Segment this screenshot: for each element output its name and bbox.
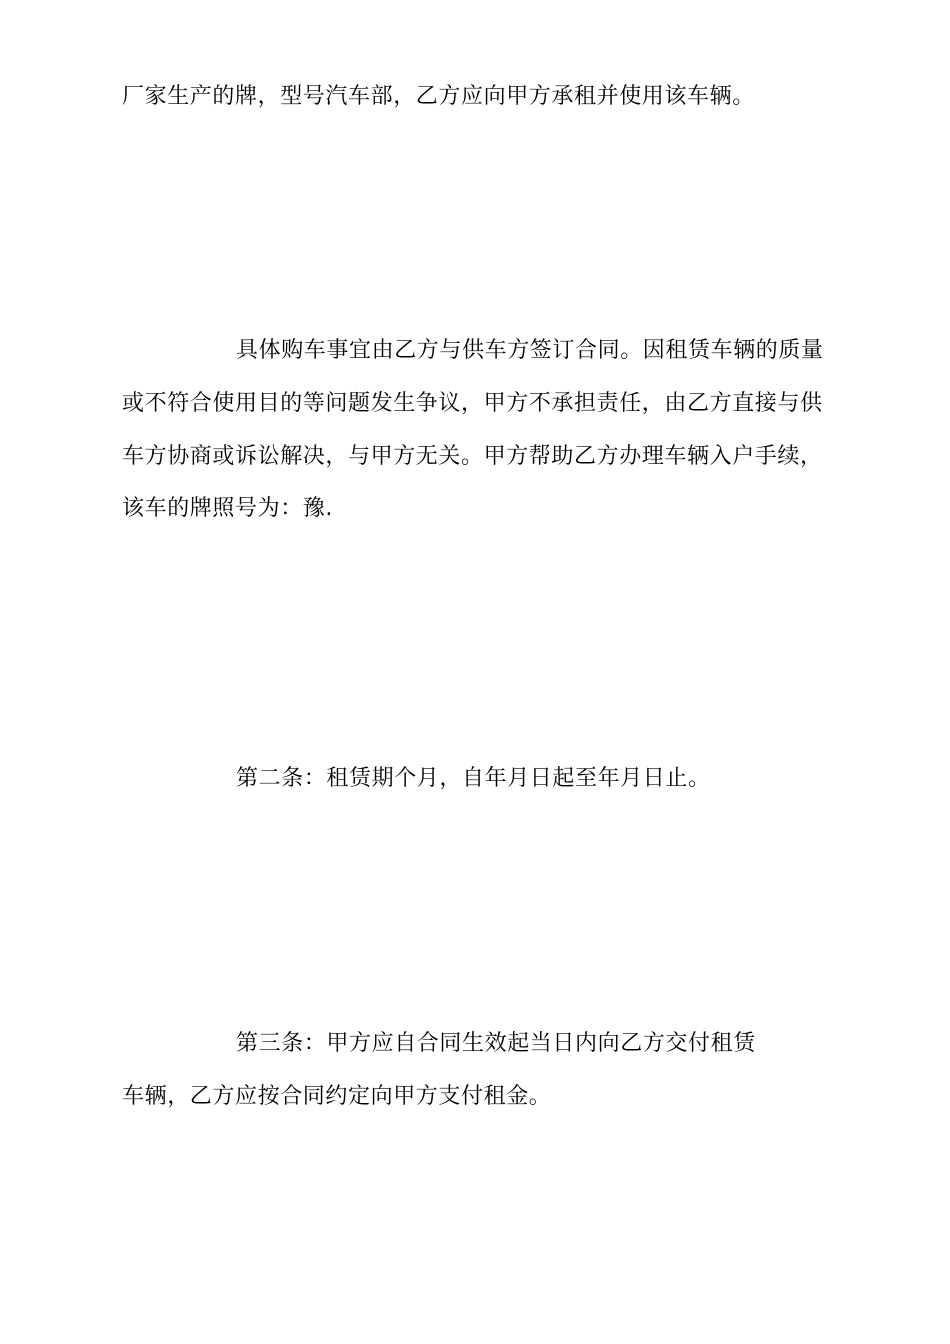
- paragraph-1-line-1: 厂家生产的牌，型号汽车部，乙方应向甲方承租并使用该车辆。: [122, 84, 755, 109]
- article-3-line-2: 车辆，乙方应按合同约定向甲方支付租金。: [122, 1084, 552, 1109]
- paragraph-2-line-1: 具体购车事宜由乙方与供车方签订合同。因租赁车辆的质量: [236, 338, 824, 363]
- article-2-line-1: 第二条：租赁期个月，自年月日起至年月日止。: [236, 766, 711, 791]
- paragraph-2-line-2: 或不符合使用目的等问题发生争议，甲方不承担责任，由乙方直接与供: [122, 391, 823, 416]
- article-3-line-1: 第三条：甲方应自合同生效起当日内向乙方交付租赁: [236, 1031, 756, 1056]
- paragraph-2-line-3: 车方协商或诉讼解决，与甲方无关。甲方帮助乙方办理车辆入户手续，: [122, 444, 823, 469]
- paragraph-2-line-4: 该车的牌照号为：豫.: [122, 496, 333, 521]
